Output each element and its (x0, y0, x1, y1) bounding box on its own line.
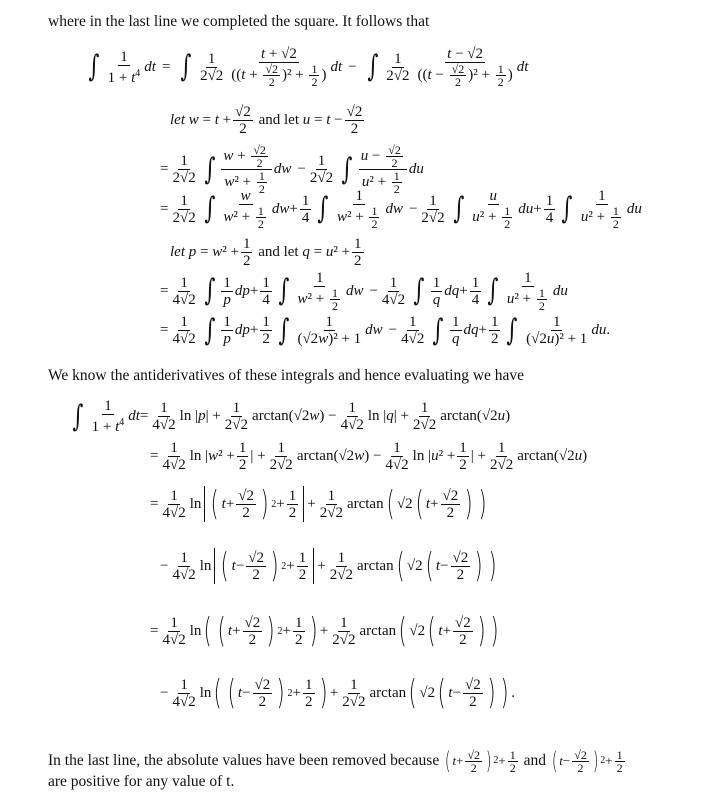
math-page: where in the last line we completed the square. It follows that ∫ 1 $1 + t^4$ dt = ∫ 1 2√2 t + √2 ((t + $\frac{√2}{2}$ )² + $\frac{1}{2}$ ) dt − ∫ 1 2√2 t − √2 ((t − $\frac{√2}{2}$ )² + $\frac{1}{2}$ ) dt let w = t + √2 2 and let u = t − √2 2 = 1 2√2 ∫ w + $\frac{√2}{2}$ w² + $\frac{1}{2}$ dw − 1 2√2 ∫ u − $\frac{√2}{2}$ u² + $\frac{1}{2}$ du = 1 2√2 ∫ w w² + $\frac{1}{2}$ dw + 1 4 ∫ 1 w² + $\frac{1}{2}$ dw − 1 2√2 ∫ u u² + $\frac{1}{2}$ du + 1 4 ∫ 1 u² + $\frac{1}{2}$ du let p = w ² + 1 2 and let q = u ² + 1 2 = 1 4√2 ∫ 1 p dp + 1 4 ∫ 1 w² + $\frac{1}{2}$ dw − 1 4√2 ∫ 1 q dq + 1 4 ∫ 1 u² + $\frac{1}{2}$ du = 1 4√2 ∫ 1 p dp + 1 2 ∫ 1 (√2w)² + 1 dw − 1 4√2 ∫ 1 q dq + 1 2 ∫ 1 (√2u)² + 1 du . We know the antiderivatives of these integrals and hence evaluating we have ∫ 1 $1 + t^4$ dt = 1 4√2 ln | p | + 1 2√2 arctan(√2 w ) − 1 4√2 ln | q | + 1 2√2 arctan(√2 u ) = 1 4√2 ln | w ² + 1 2 | + 1 2√2 arctan(√2 w ) − 1 4√2 ln | u ² + 1 2 | + 1 2√2 arctan(√2 u ) = 1 4√2 ln ( t + √2 2 ) 2 + 1 2 + 1 2√2 arctan ( √2 ( t + √2 2 ) ) − 1 4√2 ln ( t − √2 2 ) 2 + 1 2 + 1 2√2 arctan ( √2 ( t − √2 2 ) ) = 1 4√2 ln ( ( t + √2 2 ) 2 + 1 2 ) + 1 2√2 arctan ( √2 ( t + √2 2 ) ) − 1 4√2 ln ( ( t − √2 2 ) 2 + 1 2 ) + 1 2√2 arctan ( √2 ( t − √2 2 ) ) . In the last line, the absolute values have been removed because ( t + √2 2 ) 2 + 1 2 and ( t − √2 2 ) 2 + 1 2 are positive for any value of t. (48, 13, 642, 790)
final-period: . (511, 684, 516, 701)
end-text-1: In the last line, the absolute values have been removed because (48, 752, 440, 769)
end-paragraph-line-1: In the last line, the absolute values have been removed because ( t + √2 2 ) 2 + 1 2 and ( t − √2 2 ) 2 + 1 2 (48, 747, 623, 775)
intro-paragraph: where in the last line we completed the square. It follows that (48, 13, 430, 30)
mid-paragraph: We know the antiderivatives of these integrals and hence evaluating we have (48, 367, 525, 384)
end-paragraph-line-2: are positive for any value of t. (48, 773, 235, 790)
end-text-and: and (523, 752, 547, 769)
